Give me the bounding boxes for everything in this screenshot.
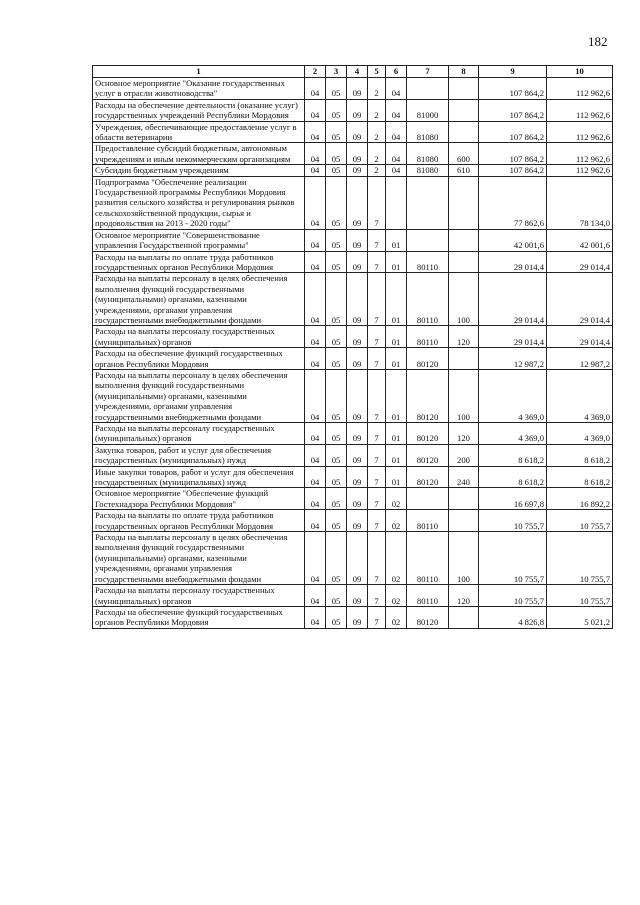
row-value-cell-8 [449,229,479,251]
row-value-cell-3: 05 [326,143,347,165]
row-name-cell: Расходы на выплаты персоналу в целях обеспечения выполнения функций государственными (муниципальными) органами, казенными учреждениями, органами управления государственными внебюджетными фондами [93,273,305,326]
table-row [93,99,613,121]
row-value-cell-8 [449,78,479,100]
table-header-row [93,66,613,78]
row-name-cell: Закупка товаров, работ и услуг для обеспечения государственных (муниципальных) нужд [93,444,305,466]
table-row [93,273,613,326]
row-value-cell-10: 29 014,4 [547,251,613,273]
table-row [93,348,613,370]
row-value-cell-10: 29 014,4 [547,326,613,348]
row-value-cell-10: 8 618,2 [547,466,613,488]
row-value-cell-2: 04 [305,78,326,100]
row-value-cell-7: 80120 [407,444,449,466]
table-row [93,165,613,176]
row-value-cell-3: 05 [326,606,347,628]
row-value-cell-4: 09 [347,176,368,229]
row-value-cell-8: 610 [449,165,479,176]
row-value-cell-2: 04 [305,165,326,176]
row-value-cell-4: 09 [347,99,368,121]
row-value-cell-6: 04 [386,143,407,165]
row-value-cell-9: 107 864,2 [479,78,547,100]
row-value-cell-5: 7 [368,251,386,273]
row-name-cell: Расходы на выплаты по оплате труда работников государственных органов Республики Мордовия [93,510,305,532]
row-name-cell: Расходы на выплаты персоналу государственных (муниципальных) органов [93,423,305,445]
column-header-10: 10 [547,66,613,78]
row-value-cell-6: 01 [386,229,407,251]
row-value-cell-6: 01 [386,348,407,370]
row-value-cell-6: 01 [386,273,407,326]
row-value-cell-7: 80120 [407,466,449,488]
row-value-cell-2: 04 [305,273,326,326]
row-value-cell-2: 04 [305,488,326,510]
row-value-cell-9: 10 755,7 [479,585,547,607]
row-value-cell-9: 4 826,8 [479,606,547,628]
row-value-cell-6: 02 [386,488,407,510]
row-value-cell-4: 09 [347,532,368,585]
row-value-cell-4: 09 [347,488,368,510]
row-value-cell-2: 04 [305,176,326,229]
row-name-cell: Основное мероприятие "Совершенствование управления Государственной программы" [93,229,305,251]
row-value-cell-9: 16 697,8 [479,488,547,510]
row-value-cell-5: 7 [368,466,386,488]
table-row [93,229,613,251]
row-value-cell-4: 09 [347,444,368,466]
row-value-cell-6: 02 [386,510,407,532]
row-value-cell-3: 05 [326,121,347,143]
row-value-cell-3: 05 [326,488,347,510]
row-value-cell-9: 4 369,0 [479,423,547,445]
row-value-cell-10: 10 755,7 [547,532,613,585]
table-row [93,251,613,273]
row-value-cell-6: 01 [386,251,407,273]
row-value-cell-8 [449,510,479,532]
row-value-cell-8 [449,488,479,510]
row-value-cell-10: 42 001,6 [547,229,613,251]
table-row [93,444,613,466]
row-value-cell-7: 80110 [407,532,449,585]
row-value-cell-6: 04 [386,121,407,143]
row-value-cell-9: 42 001,6 [479,229,547,251]
row-value-cell-10: 12 987,2 [547,348,613,370]
row-value-cell-7: 80120 [407,423,449,445]
row-value-cell-5: 7 [368,423,386,445]
page-number: 182 [588,34,608,49]
row-value-cell-5: 7 [368,585,386,607]
budget-table [92,65,613,629]
row-value-cell-4: 09 [347,348,368,370]
row-value-cell-4: 09 [347,165,368,176]
row-value-cell-3: 05 [326,510,347,532]
row-value-cell-2: 04 [305,510,326,532]
row-value-cell-7 [407,78,449,100]
row-value-cell-7: 80120 [407,348,449,370]
row-value-cell-9: 12 987,2 [479,348,547,370]
row-name-cell: Расходы на выплаты персоналу государственных (муниципальных) органов [93,585,305,607]
row-value-cell-9: 107 864,2 [479,121,547,143]
row-value-cell-8: 100 [449,369,479,422]
row-value-cell-2: 04 [305,444,326,466]
row-value-cell-4: 09 [347,121,368,143]
row-name-cell: Расходы на выплаты персоналу государственных (муниципальных) органов [93,326,305,348]
row-value-cell-2: 04 [305,423,326,445]
row-value-cell-3: 05 [326,229,347,251]
row-value-cell-2: 04 [305,99,326,121]
row-value-cell-2: 04 [305,251,326,273]
row-value-cell-3: 05 [326,165,347,176]
row-value-cell-3: 05 [326,369,347,422]
row-value-cell-7: 80110 [407,585,449,607]
row-value-cell-4: 09 [347,143,368,165]
row-value-cell-7 [407,229,449,251]
row-value-cell-6: 01 [386,369,407,422]
row-value-cell-9: 29 014,4 [479,273,547,326]
row-value-cell-8 [449,176,479,229]
row-value-cell-7: 80110 [407,510,449,532]
column-header-6: 6 [386,66,407,78]
row-value-cell-2: 04 [305,606,326,628]
row-value-cell-10: 4 369,0 [547,423,613,445]
row-value-cell-10: 5 021,2 [547,606,613,628]
row-name-cell: Расходы на выплаты персоналу в целях обеспечения выполнения функций государственными (муниципальными) органами, казенными учреждениями, органами управления государственными внебюджетными фондами [93,369,305,422]
row-value-cell-10: 10 755,7 [547,510,613,532]
row-value-cell-6: 01 [386,466,407,488]
row-value-cell-6: 02 [386,585,407,607]
row-value-cell-8: 240 [449,466,479,488]
table-row [93,369,613,422]
row-value-cell-5: 7 [368,176,386,229]
row-value-cell-8: 100 [449,273,479,326]
row-value-cell-2: 04 [305,326,326,348]
row-value-cell-10: 29 014,4 [547,273,613,326]
row-value-cell-4: 09 [347,585,368,607]
row-value-cell-4: 09 [347,326,368,348]
row-value-cell-10: 78 134,0 [547,176,613,229]
row-value-cell-3: 05 [326,444,347,466]
table-row [93,466,613,488]
row-value-cell-7: 81080 [407,121,449,143]
row-name-cell: Расходы на обеспечение деятельности (оказание услуг) государственных учреждений Республики Мордовия [93,99,305,121]
row-value-cell-8: 600 [449,143,479,165]
row-name-cell: Учреждения, обеспечивающие предоставление услуг в области ветеринарии [93,121,305,143]
row-value-cell-2: 04 [305,369,326,422]
row-value-cell-3: 05 [326,423,347,445]
row-value-cell-7 [407,176,449,229]
row-value-cell-5: 7 [368,229,386,251]
row-value-cell-5: 7 [368,510,386,532]
table-row [93,78,613,100]
table-row [93,532,613,585]
row-value-cell-10: 16 892,2 [547,488,613,510]
row-value-cell-7: 81080 [407,165,449,176]
row-name-cell: Основное мероприятие "Обеспечение функций Гостехнадзора Республики Мордовия" [93,488,305,510]
column-header-4: 4 [347,66,368,78]
row-value-cell-10: 4 369,0 [547,369,613,422]
row-value-cell-4: 09 [347,369,368,422]
row-value-cell-6: 01 [386,326,407,348]
row-value-cell-7: 81000 [407,99,449,121]
row-value-cell-4: 09 [347,466,368,488]
row-value-cell-5: 7 [368,369,386,422]
table-row [93,143,613,165]
row-value-cell-6: 02 [386,532,407,585]
row-value-cell-4: 09 [347,273,368,326]
row-value-cell-3: 05 [326,466,347,488]
table-row [93,121,613,143]
row-value-cell-5: 2 [368,143,386,165]
row-value-cell-4: 09 [347,251,368,273]
table-row [93,423,613,445]
column-header-9: 9 [479,66,547,78]
row-value-cell-8 [449,251,479,273]
row-value-cell-3: 05 [326,273,347,326]
row-value-cell-9: 8 618,2 [479,444,547,466]
row-value-cell-2: 04 [305,585,326,607]
row-name-cell: Подпрограмма "Обеспечение реализации Государственной программы Республики Мордовия развития сельского хозяйства и регулирования рынков сельскохозяйственной продукции, сырья и продовольствия на 2013 - 2020 годы" [93,176,305,229]
row-value-cell-4: 09 [347,423,368,445]
row-value-cell-6: 04 [386,99,407,121]
row-value-cell-8: 120 [449,423,479,445]
row-value-cell-7: 80120 [407,369,449,422]
table-row [93,488,613,510]
row-name-cell: Субсидии бюджетным учреждениям [93,165,305,176]
row-value-cell-5: 7 [368,273,386,326]
row-value-cell-2: 04 [305,121,326,143]
row-value-cell-4: 09 [347,229,368,251]
row-value-cell-9: 10 755,7 [479,532,547,585]
row-value-cell-10: 8 618,2 [547,444,613,466]
row-value-cell-10: 10 755,7 [547,585,613,607]
row-name-cell: Предоставление субсидий бюджетным, автономным учреждениям и иным некоммерческим организациям [93,143,305,165]
row-value-cell-8 [449,606,479,628]
row-name-cell: Основное мероприятие "Оказание государственных услуг в отрасли животноводства" [93,78,305,100]
row-value-cell-3: 05 [326,176,347,229]
row-value-cell-8: 100 [449,532,479,585]
row-value-cell-3: 05 [326,99,347,121]
row-name-cell: Расходы на обеспечение функций государственных органов Республики Мордовия [93,348,305,370]
row-value-cell-5: 7 [368,444,386,466]
row-value-cell-9: 29 014,4 [479,251,547,273]
row-value-cell-8: 120 [449,585,479,607]
table-row [93,326,613,348]
column-header-2: 2 [305,66,326,78]
row-name-cell: Расходы на выплаты по оплате труда работников государственных органов Республики Мордовия [93,251,305,273]
row-value-cell-5: 7 [368,532,386,585]
row-value-cell-8 [449,121,479,143]
row-name-cell: Расходы на выплаты персоналу в целях обеспечения выполнения функций государственными (муниципальными) органами, казенными учреждениями, органами управления государственными внебюджетными фондами [93,532,305,585]
row-value-cell-6: 01 [386,444,407,466]
row-value-cell-3: 05 [326,532,347,585]
row-value-cell-8: 120 [449,326,479,348]
column-header-1: 1 [93,66,305,78]
row-value-cell-7: 81080 [407,143,449,165]
row-value-cell-9: 10 755,7 [479,510,547,532]
row-name-cell: Иные закупки товаров, работ и услуг для обеспечения государственных (муниципальных) нужд [93,466,305,488]
row-name-cell: Расходы на обеспечение функций государственных органов Республики Мордовия [93,606,305,628]
row-value-cell-8 [449,99,479,121]
row-value-cell-9: 107 864,2 [479,99,547,121]
row-value-cell-2: 04 [305,466,326,488]
row-value-cell-5: 2 [368,99,386,121]
row-value-cell-4: 09 [347,606,368,628]
row-value-cell-9: 8 618,2 [479,466,547,488]
column-header-7: 7 [407,66,449,78]
row-value-cell-3: 05 [326,78,347,100]
row-value-cell-2: 04 [305,229,326,251]
table-row [93,176,613,229]
row-value-cell-9: 107 864,2 [479,143,547,165]
row-value-cell-7: 80120 [407,606,449,628]
row-value-cell-9: 77 862,6 [479,176,547,229]
row-value-cell-3: 05 [326,251,347,273]
row-value-cell-8: 200 [449,444,479,466]
row-value-cell-7 [407,488,449,510]
row-value-cell-5: 2 [368,121,386,143]
row-value-cell-7: 80110 [407,273,449,326]
row-value-cell-5: 2 [368,78,386,100]
row-value-cell-10: 112 962,6 [547,99,613,121]
row-value-cell-3: 05 [326,585,347,607]
row-value-cell-6: 02 [386,606,407,628]
row-value-cell-10: 112 962,6 [547,78,613,100]
row-value-cell-5: 2 [368,165,386,176]
row-value-cell-7: 80110 [407,326,449,348]
row-value-cell-8 [449,348,479,370]
table-row [93,585,613,607]
row-value-cell-10: 112 962,6 [547,165,613,176]
row-value-cell-10: 112 962,6 [547,121,613,143]
row-value-cell-6: 01 [386,423,407,445]
row-value-cell-5: 7 [368,606,386,628]
row-value-cell-2: 04 [305,348,326,370]
row-value-cell-3: 05 [326,326,347,348]
row-value-cell-9: 107 864,2 [479,165,547,176]
row-value-cell-4: 09 [347,78,368,100]
table-body [93,78,613,629]
column-header-3: 3 [326,66,347,78]
table-row [93,510,613,532]
row-value-cell-5: 7 [368,326,386,348]
row-value-cell-2: 04 [305,532,326,585]
row-value-cell-10: 112 962,6 [547,143,613,165]
row-value-cell-6 [386,176,407,229]
row-value-cell-7: 80110 [407,251,449,273]
row-value-cell-9: 4 369,0 [479,369,547,422]
row-value-cell-5: 7 [368,348,386,370]
row-value-cell-6: 04 [386,78,407,100]
table-row [93,606,613,628]
row-value-cell-9: 29 014,4 [479,326,547,348]
column-header-8: 8 [449,66,479,78]
column-header-5: 5 [368,66,386,78]
row-value-cell-3: 05 [326,348,347,370]
row-value-cell-2: 04 [305,143,326,165]
row-value-cell-4: 09 [347,510,368,532]
row-value-cell-6: 04 [386,165,407,176]
row-value-cell-5: 7 [368,488,386,510]
